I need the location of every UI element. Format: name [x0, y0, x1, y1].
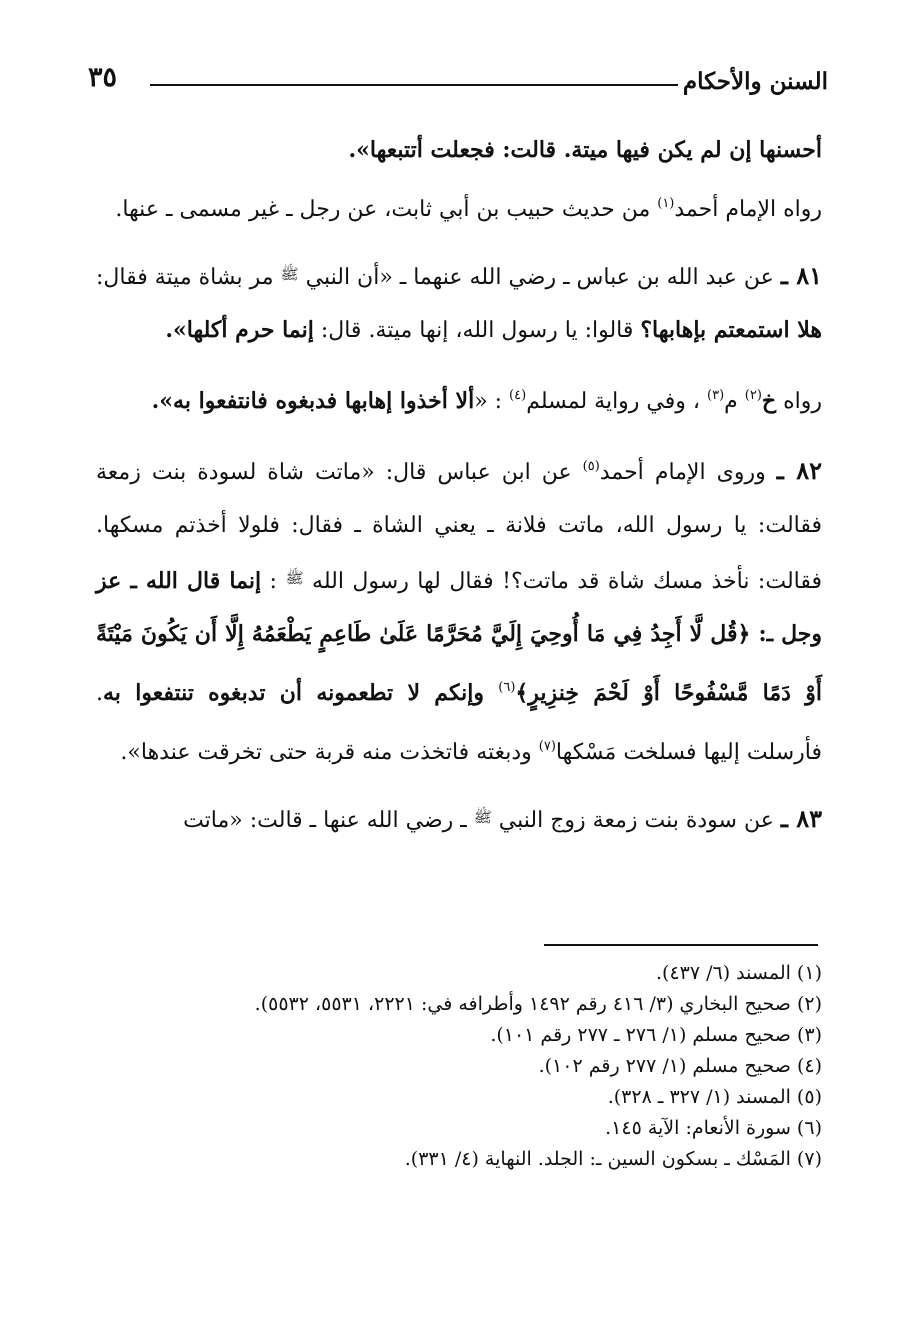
header-rule [150, 84, 678, 86]
body-text [96, 124, 822, 847]
footnote-ref: (٧) [538, 739, 556, 754]
salawat-mark: ﷺ [285, 569, 304, 587]
footnote-ref: (٥) [582, 459, 600, 474]
paragraph-source: رواه الإمام أحمد$^{(١)}$ من حديث حبيب بن أبي ثابت، عن رجل ـ غير مسمى ـ عنها. [115, 196, 822, 222]
footnote-ref: (٦) [498, 680, 516, 695]
footnote-4: (٤) صحيح مسلم (١/ ٢٧٧ رقم ١٠٢). [538, 1055, 822, 1077]
paragraph-continuation: أحسنها إن لم يكن فيها ميتة. قالت: فجعلت أتتبعها». [348, 137, 822, 163]
footnote-1: (١) المسند (٦/ ٤٣٧). [655, 962, 822, 984]
hadith-83: ٨٣ ـ عن سودة بنت زمعة زوج النبي $^ﷺ$ ـ رضي الله عنها ـ قالت: «ماتت [183, 804, 822, 833]
footnotes [102, 958, 822, 1175]
footnote-ref: (١) [657, 196, 675, 211]
footnote-6: (٦) سورة الأنعام: الآية ١٤٥. [605, 1117, 822, 1139]
hadith-82: ٨٢ ـ وروى الإمام أحمد$^{(٥)}$ عن ابن عباس قال: «ماتت شاة لسودة بنت زمعة فقالت: يا رسول الله، ماتت فلانة ـ يعني الشاة ـ فقال: فلولا أخذتم مسكها. فقالت: نأخذ مسك شاة قد ماتت؟! فقال لها رسول الله $^ﷺ$ : إنما قال الله ـ عز وجل ـ: ﴿قُل لَّا أَجِدُ فِي مَا أُوحِيَ إِلَيَّ مُحَرَّمًا عَلَىٰ طَاعِمٍ يَطْعَمُهُ إِلَّا أَن يَكُونَ مَيْتَةً أَوْ دَمًا مَّسْفُوحًا أَوْ لَحْمَ خِنزِيرٍ﴾$^{(٦)}$ وإنكم لا تطعمونه أن تدبغوه تنتفعوا به. فأرسلت إليها فسلخت مَسْكها$^{(٧)}$ ودبغته فاتخذت منه قربة حتى تخرقت عندها». [96, 456, 822, 765]
footnote-separator [544, 944, 818, 946]
footnote-ref: (٢) [744, 388, 762, 403]
footnote-ref: (٣) [707, 388, 725, 403]
footnote-3: (٣) صحيح مسلم (١/ ٢٧٦ ـ ٢٧٧ رقم ١٠١). [490, 1024, 822, 1046]
hadith-number: ٨٣ ـ [780, 804, 822, 833]
hadith-number: ٨٢ ـ [776, 456, 822, 485]
page-number: ٣٥ [88, 62, 118, 93]
running-title: السنن والأحكام [682, 68, 828, 95]
footnote-5: (٥) المسند (١/ ٣٢٧ ـ ٣٢٨). [607, 1086, 822, 1108]
quran-quote: إنما قال الله ـ عز وجل ـ: ﴿قُل لَّا أَجِدُ فِي مَا أُوحِيَ إِلَيَّ مُحَرَّمًا عَلَىٰ طَاعِمٍ يَطْعَمُهُ إِلَّا أَن يَكُونَ مَيْتَةً أَوْ دَمًا مَّسْفُوحًا أَوْ لَحْمَ خِنزِيرٍ﴾ [96, 568, 822, 706]
salawat-mark: ﷺ [473, 808, 492, 826]
salawat-mark: ﷺ [280, 265, 299, 283]
footnote-ref: (٤) [509, 388, 527, 403]
page-header [88, 62, 828, 102]
hadith-81: ٨١ ـ عن عبد الله بن عباس ـ رضي الله عنهما ـ «أن النبي $^ﷺ$ مر بشاة ميتة فقال: هلا استمعتم بإهابها؟ قالوا: يا رسول الله، إنها ميتة. قال: إنما حرم أكلها». [96, 261, 822, 343]
footnote-2: (٢) صحيح البخاري (٣/ ٤١٦ رقم ١٤٩٢ وأطرافه في: ٢٢٢١، ٥٥٣١، ٥٥٣٢). [254, 993, 822, 1015]
hadith-number: ٨١ ـ [780, 261, 822, 290]
footnote-7: (٧) المَسْك ـ بسكون السين ـ: الجلد. النهاية (٤/ ٣٣١). [404, 1148, 822, 1170]
hadith-81-source: رواه خ$^{(٢)}$ م$^{(٣)}$ ، وفي رواية لمسلم$^{(٤)}$ : «ألا أخذوا إهابها فدبغوه فانتفعوا به». [151, 388, 822, 414]
